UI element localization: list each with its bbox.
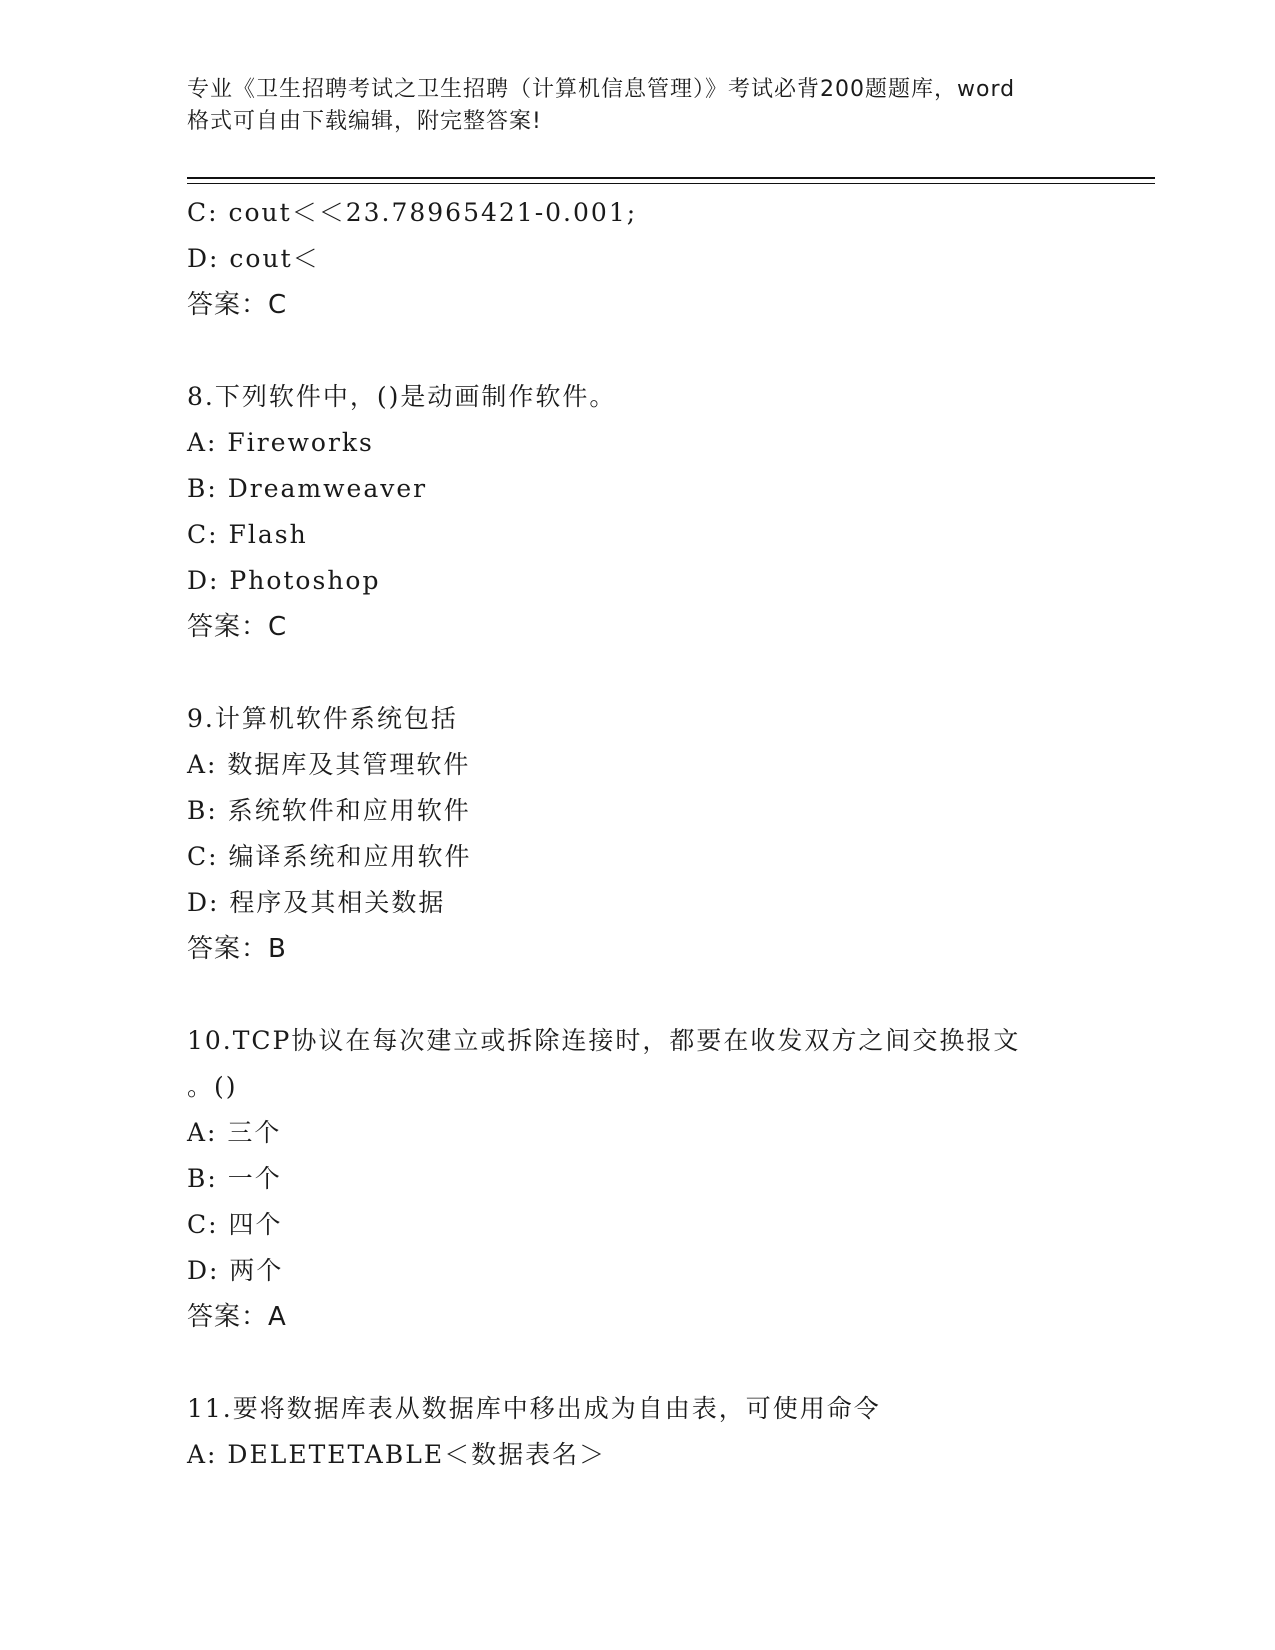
question-list (187, 190, 1087, 1478)
spacer (187, 972, 1087, 1018)
option-a: A: 三个 (187, 1118, 282, 1147)
option-a: A: 数据库及其管理软件 (187, 750, 471, 779)
header-line-1: 专业《卫生招聘考试之卫生招聘（计算机信息管理）》考试必背200题题库，word (187, 77, 1016, 102)
answer-line: 答案：A (187, 1302, 287, 1332)
option-c: C: cout＜＜23.78965421-0.001; (187, 198, 638, 227)
answer-line: 答案：C (187, 290, 288, 320)
option-a: A: DELETETABLE＜数据表名＞ (187, 1440, 607, 1469)
answer-line: 答案：C (187, 612, 288, 642)
option-c: C: Flash (187, 520, 308, 549)
option-b: B: 一个 (187, 1164, 282, 1193)
question-text: 11.要将数据库表从数据库中移出成为自由表，可使用命令 (187, 1394, 881, 1423)
option-d: D: 两个 (187, 1256, 284, 1285)
spacer (187, 650, 1087, 696)
header-divider-thick (187, 177, 1155, 179)
option-c: C: 四个 (187, 1210, 283, 1239)
header-divider-thin (187, 183, 1155, 184)
option-c: C: 编译系统和应用软件 (187, 842, 472, 871)
option-d: D: Photoshop (187, 566, 381, 595)
answer-line: 答案：B (187, 934, 287, 964)
option-d: D: cout＜ (187, 244, 320, 273)
spacer (187, 1340, 1087, 1386)
question-9 (187, 696, 1087, 972)
option-d: D: 程序及其相关数据 (187, 888, 446, 917)
option-b: B: Dreamweaver (187, 474, 428, 503)
document-header (187, 74, 1087, 138)
option-a: A: Fireworks (187, 428, 374, 457)
question-7 (187, 190, 1087, 328)
question-8 (187, 374, 1087, 650)
header-line-2: 格式可自由下载编辑，附完整答案! (187, 109, 542, 134)
question-11 (187, 1386, 1087, 1478)
question-text: 8.下列软件中，()是动画制作软件。 (187, 382, 617, 411)
question-text: 9.计算机软件系统包括 (187, 704, 458, 733)
option-b: B: 系统软件和应用软件 (187, 796, 471, 825)
spacer (187, 328, 1087, 374)
question-10 (187, 1018, 1087, 1340)
question-text-continued: 。() (187, 1072, 238, 1101)
question-text: 10.TCP协议在每次建立或拆除连接时，都要在收发双方之间交换报文 (187, 1026, 1021, 1055)
